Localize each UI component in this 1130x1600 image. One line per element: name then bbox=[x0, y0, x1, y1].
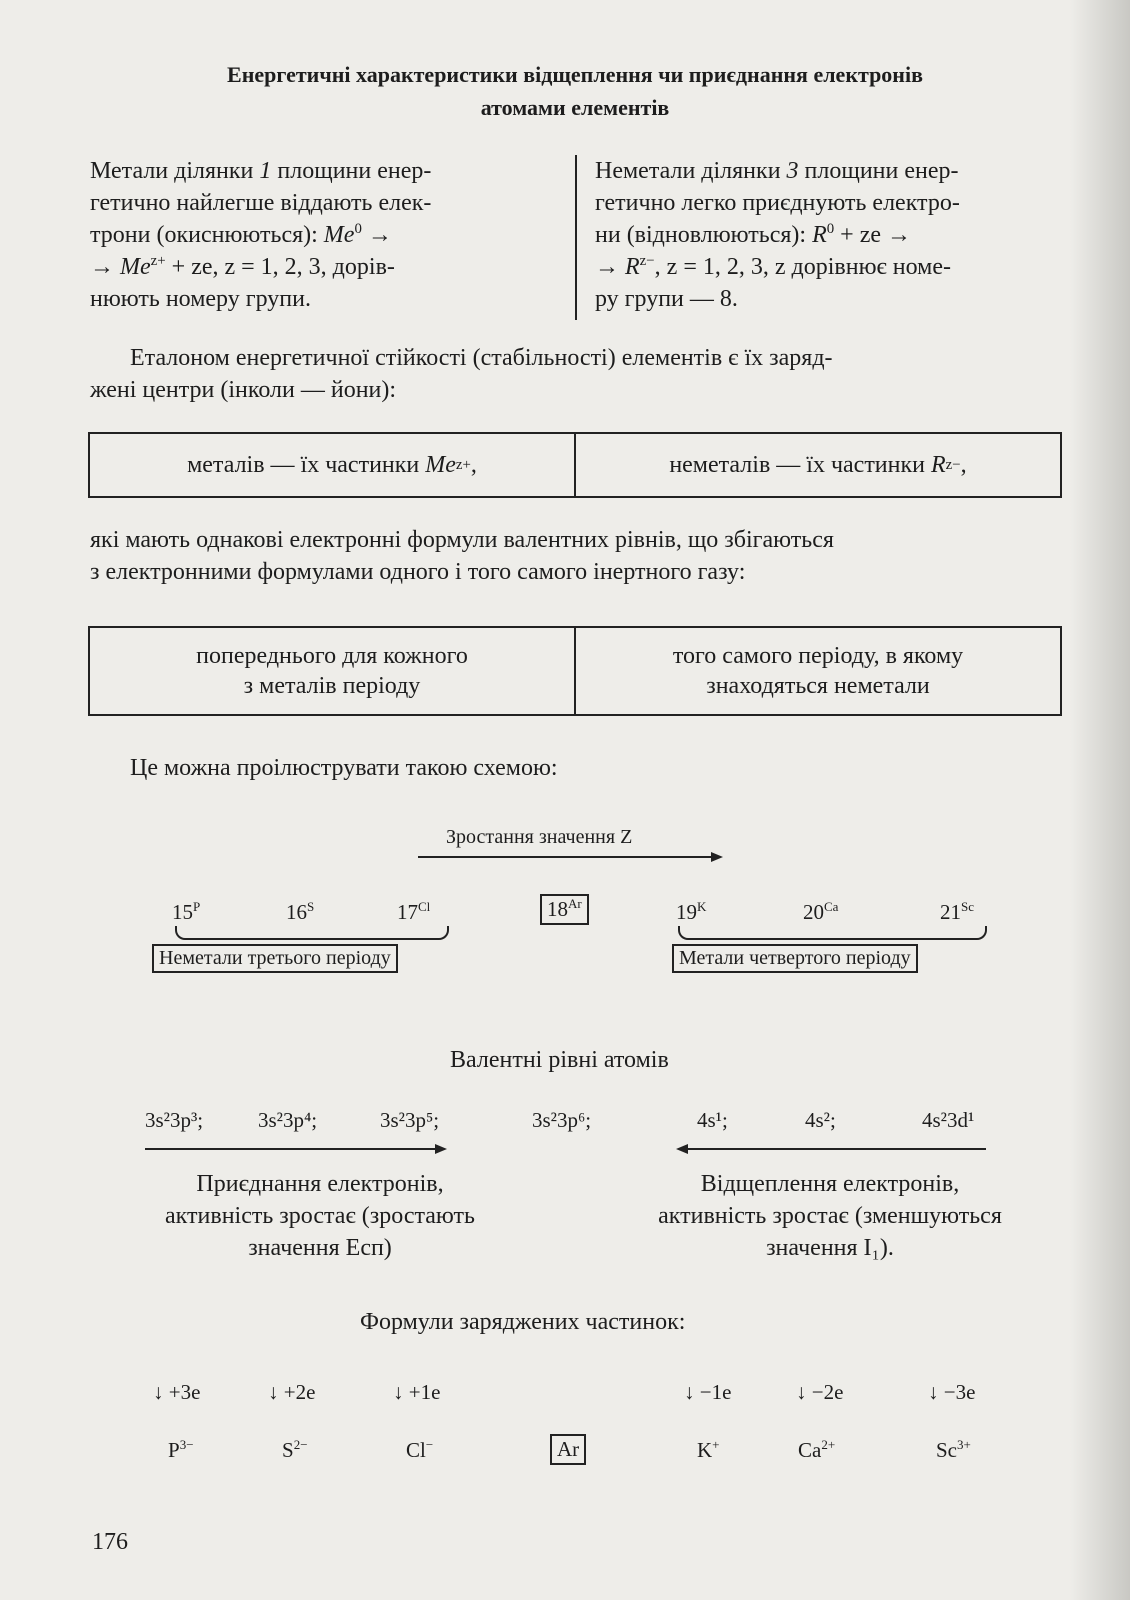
paragraph-valence bbox=[90, 524, 1065, 588]
electron-change-p: ↓ +3e bbox=[153, 1380, 201, 1404]
metals-text: нюють номеру групи. bbox=[90, 286, 311, 312]
electron-change-ca: ↓ −2e bbox=[796, 1380, 844, 1404]
charged-particles-heading: Формули заряджених частинок: bbox=[360, 1309, 686, 1335]
electron-gain-caption bbox=[100, 1168, 540, 1264]
noble-gas-table bbox=[88, 626, 1062, 716]
nonmetals-period-label: Неметали третього періоду bbox=[152, 944, 398, 973]
valence-sc: 4s²3d¹ bbox=[922, 1108, 975, 1132]
metals-text: площини енер- bbox=[271, 158, 432, 184]
paragraph-line: які мають однакові електронні формули валентних рівнів, що збігаються bbox=[90, 527, 834, 553]
electron-change-cl: ↓ +1e bbox=[393, 1380, 441, 1404]
electron-change-k: ↓ −1e bbox=[684, 1380, 732, 1404]
electron-loss-caption bbox=[595, 1168, 1065, 1264]
formula-sup: z+ bbox=[150, 253, 166, 269]
cell-text: металів — їх частинки bbox=[187, 452, 420, 478]
area-number: 3 bbox=[786, 158, 799, 184]
growth-label: Зростання значення Z bbox=[446, 826, 633, 848]
two-column-block bbox=[90, 155, 1065, 320]
nonmetals-text: гетично легко приєднують електро- bbox=[595, 190, 960, 216]
cell-text: попереднього для кожного bbox=[196, 643, 468, 669]
ion-s: $S^{2-}$ bbox=[282, 1437, 308, 1462]
metals-text: трони (окиснюються): bbox=[90, 222, 324, 248]
title-line-1: Енергетичні характеристики відщеплення чи приєднання електронів bbox=[227, 62, 923, 87]
scheme-intro: Це можна проілюструвати такою схемою: bbox=[130, 755, 558, 781]
valence-heading: Валентні рівні атомів bbox=[450, 1047, 669, 1073]
nonmetals-text: + ze → bbox=[834, 222, 912, 248]
metals-text: + ze, z = 1, 2, 3, дорів- bbox=[165, 254, 395, 280]
caption-line: активність зростає (зростають bbox=[165, 1203, 475, 1229]
ion-p: $P^{3-}$ bbox=[168, 1437, 194, 1462]
charged-centers-table bbox=[88, 432, 1062, 498]
metals-cell: металів — їх частинки Me z+ , bbox=[187, 452, 477, 478]
caption-line: активність зростає (зменшуються bbox=[658, 1203, 1002, 1229]
growth-arrow-line bbox=[418, 856, 713, 858]
formula-sup: z− bbox=[639, 253, 655, 269]
nonmetals-text: площини енер- bbox=[798, 158, 959, 184]
title-line-2: атомами елементів bbox=[480, 95, 670, 120]
left-arrow-icon bbox=[676, 1144, 688, 1154]
ion-cl: Cl− bbox=[406, 1437, 434, 1462]
formula-sup: 0 bbox=[354, 221, 362, 237]
valence-cl: 3s²3p⁵; bbox=[380, 1108, 440, 1132]
caption-line: Відщеплення електронів, bbox=[700, 1171, 960, 1197]
nonmetals-text: , z = 1, 2, 3, z дорівнює номе- bbox=[654, 254, 952, 280]
ion-ca: $Ca^{2+}$ bbox=[798, 1437, 836, 1462]
right-arrow-icon bbox=[435, 1144, 447, 1154]
caption-line: значення Eсп) bbox=[248, 1235, 392, 1261]
electron-gain-arrow-line bbox=[145, 1148, 437, 1150]
page-edge-shadow bbox=[1070, 0, 1130, 1600]
element-sc: $21^{Sc}$ bbox=[940, 899, 975, 924]
cell-text: неметалів — їх частинки bbox=[669, 452, 925, 478]
valence-k: 4s¹; bbox=[697, 1108, 728, 1132]
nonmetals-text: ни (відновлюються): bbox=[595, 222, 813, 248]
cell-text: , bbox=[960, 452, 967, 478]
section-title bbox=[90, 58, 1060, 124]
metals-period-cell bbox=[90, 628, 574, 714]
nonmetals-text: ру групи — 8. bbox=[595, 286, 738, 312]
element-p: $15^P$ bbox=[172, 899, 201, 924]
column-divider bbox=[575, 155, 577, 320]
cell-text: знаходяться неметали bbox=[706, 673, 930, 699]
paragraph-line: Еталоном енергетичної стійкості (стабільності) елементів є їх заряд- bbox=[130, 345, 833, 371]
cell-text: того самого періоду, в якому bbox=[672, 643, 964, 669]
right-arrow-icon bbox=[711, 852, 723, 862]
element-ar: $18^{Ar}$ bbox=[540, 894, 589, 925]
nonmetals-cell: неметалів — їх частинки R z− , bbox=[574, 434, 1060, 496]
metals-period-label: Метали четвертого періоду bbox=[672, 944, 918, 973]
element-cl: $17^{Cl}$ bbox=[397, 899, 431, 924]
arrow-icon: → bbox=[367, 222, 392, 248]
nonmetals-period-cell bbox=[574, 628, 1060, 714]
metals-text: Метали ділянки bbox=[90, 158, 260, 184]
valence-ar: 3s²3p⁶; bbox=[532, 1108, 592, 1132]
area-number: 1 bbox=[259, 158, 272, 184]
metals-text: гетично найлегше віддають елек- bbox=[90, 190, 432, 216]
formula-me: Me bbox=[425, 452, 456, 478]
element-s: $16^S$ bbox=[286, 899, 315, 924]
nonmetals-column: Неметали ділянки 3 площини енер- гетично легко приєднують електро- ни (відновлюються): $R^0$ + ze → → $R^{z-}$, z = 1, 2, 3, z дорівнює номе- ру групи — 8. bbox=[595, 155, 1065, 315]
metals-column: Метали ділянки 1 площини енер- гетично найлегше віддають елек- трони (окиснюються): Me$^0$ → → $Me^{z+}$ + ze, z = 1, 2, 3, дорів- нюють номеру групи. bbox=[90, 155, 555, 315]
formula-r: R bbox=[931, 452, 946, 478]
paragraph-line: жені центри (інколи — йони): bbox=[90, 377, 397, 403]
nonmetals-brace bbox=[175, 926, 449, 940]
paragraph-line: з електронними формулами одного і того самого інертного газу: bbox=[90, 559, 746, 585]
formula-r: R bbox=[812, 222, 827, 248]
element-ca: $20^{Ca}$ bbox=[803, 899, 839, 924]
ion-sc: $Sc^{3+}$ bbox=[936, 1437, 971, 1462]
formula-me: Me bbox=[323, 222, 355, 248]
valence-s: 3s²3p⁴; bbox=[258, 1108, 318, 1132]
ion-k: K+ bbox=[697, 1437, 720, 1462]
metals-brace bbox=[678, 926, 987, 940]
electron-loss-arrow-line bbox=[688, 1148, 986, 1150]
electron-change-s: ↓ +2e bbox=[268, 1380, 316, 1404]
formula-me: Me bbox=[120, 254, 151, 280]
element-k: $19^K$ bbox=[676, 899, 707, 924]
formula-sup: 0 bbox=[826, 221, 835, 237]
ion-ar: Ar bbox=[550, 1434, 586, 1465]
cell-text: , bbox=[470, 452, 477, 478]
page-number: 176 bbox=[92, 1529, 128, 1555]
caption-line: значення I₁). bbox=[766, 1235, 894, 1261]
caption-line: Приєднання електронів, bbox=[196, 1171, 444, 1197]
valence-ca: 4s²; bbox=[805, 1108, 836, 1132]
paragraph-standard bbox=[90, 342, 1065, 406]
nonmetals-text: Неметали ділянки bbox=[595, 158, 787, 184]
cell-text: з металів періоду bbox=[243, 673, 421, 699]
electron-change-sc: ↓ −3e bbox=[928, 1380, 976, 1404]
formula-r: R bbox=[625, 254, 640, 280]
valence-p: 3s²3p³; bbox=[145, 1108, 204, 1132]
